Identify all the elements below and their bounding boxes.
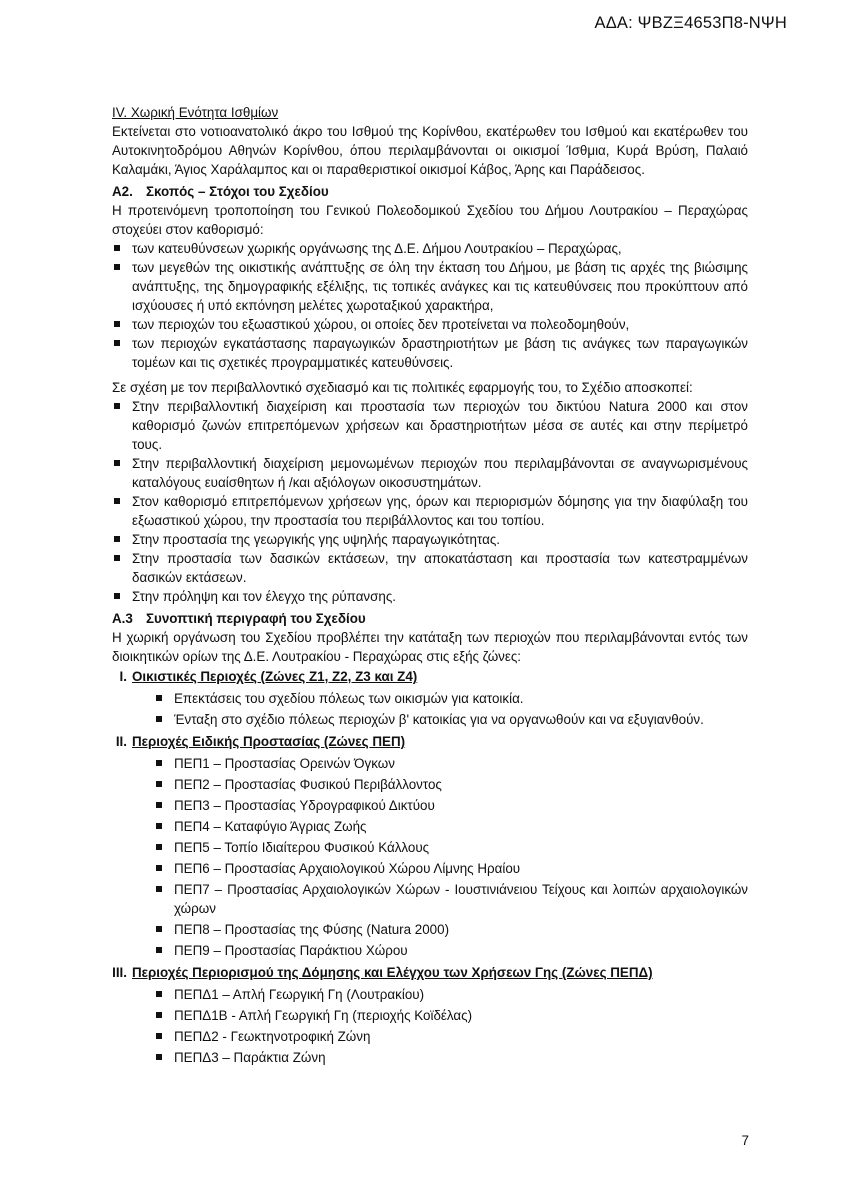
list-item: Ένταξη στο σχέδιο πόλεως περιοχών β' κατοικίας για να οργανωθούν και να εξυγιανθούν. xyxy=(154,710,748,729)
list-item: ΠΕΠ4 – Καταφύγιο Άγριας Ζωής xyxy=(154,817,748,836)
document-body xyxy=(112,103,748,1070)
list-item: Στον καθορισμό επιτρεπόμενων χρήσεων γης, όρων και περιορισμών δόμησης για την διαφύλαξη του εξωαστικού χώρου, την προστασία του περιβάλλοντος και του τοπίου. xyxy=(112,492,748,530)
zone-i-list xyxy=(112,689,748,729)
list-item: Επεκτάσεις του σχεδίου πόλεως των οικισμών για κατοικία. xyxy=(154,689,748,708)
list-item: ΠΕΠΔ2 - Γεωκτηνοτροφική Ζώνη xyxy=(154,1027,748,1046)
zone-number: II. xyxy=(115,734,127,749)
list-item: ΠΕΠΔ3 – Παράκτια Ζώνη xyxy=(154,1048,748,1067)
zone-heading-ii xyxy=(112,732,748,751)
section-a3-intro: Η χωρική οργάνωση του Σχεδίου προβλέπει την κατάταξη των περιοχών που περιλαμβάνονται εντός των διοικητικών ορίων της Δ.Ε. Λουτρακίου - Περαχώρας στις εξής ζώνες: xyxy=(112,630,748,664)
ada-code: ΑΔΑ: ΨΒΖΞ4653Π8-ΝΨΗ xyxy=(594,14,787,32)
zone-number: I. xyxy=(119,669,127,684)
section-iv-text: Εκτείνεται στο νοτιοανατολικό άκρο του Ισθμού της Κορίνθου, εκατέρωθεν του Ισθμού και εκατέρωθεν του Αυτοκινητοδρόμου Αθηνών Κορίνθου, όπου περιλαμβάνονται οι οικισμοί Ίσθμια, Κυρά Βρύση, Παλαιό Καλαμάκι, Άγιος Χαράλαμπος και οι παραθεριστικοί οικισμοί Κάβος, Άρης και Παράδεισος. xyxy=(112,124,748,177)
zone-number: III. xyxy=(112,965,127,980)
list-item: Στην προστασία των δασικών εκτάσεων, την αποκατάσταση και προστασία των κατεστραμμένων δασικών εκτάσεων. xyxy=(112,549,748,587)
section-a3-number: Α.3 xyxy=(112,611,133,626)
list-item: ΠΕΠΔ1 – Απλή Γεωργική Γη (Λουτρακίου) xyxy=(154,985,748,1004)
list-item: ΠΕΠ1 – Προστασίας Ορεινών Όγκων xyxy=(154,754,748,773)
list-item: των κατευθύνσεων χωρικής οργάνωσης της Δ.Ε. Δήμου Λουτρακίου – Περαχώρας, xyxy=(112,239,748,258)
list-item: ΠΕΠ5 – Τοπίο Ιδιαίτερου Φυσικού Κάλλους xyxy=(154,838,748,857)
list-item: Στην περιβαλλοντική διαχείριση μεμονωμένων περιοχών που περιλαμβάνονται σε αναγνωρισμένους καταλόγους ευαίσθητων ή /και αξιόλογων οικοσυστημάτων. xyxy=(112,454,748,492)
a2-env-bullet-list xyxy=(112,397,748,606)
zone-ii-list xyxy=(112,754,748,960)
section-a2-title: Σκοπός – Στόχοι του Σχεδίου xyxy=(146,184,329,199)
list-item: ΠΕΠ2 – Προστασίας Φυσικού Περιβάλλοντος xyxy=(154,775,748,794)
list-item: Στην πρόληψη και τον έλεγχο της ρύπανσης. xyxy=(112,587,748,606)
zone-title: Περιοχές Ειδικής Προστασίας (Ζώνες ΠΕΠ) xyxy=(132,734,406,749)
a2-bullet-list xyxy=(112,239,748,372)
page-number: 7 xyxy=(741,1133,749,1148)
zone-iii-list xyxy=(112,985,748,1067)
section-a3-title: Συνοπτική περιγραφή του Σχεδίου xyxy=(146,611,366,626)
zone-title: Περιοχές Περιορισμού της Δόμησης και Ελέγχου των Χρήσεων Γης (Ζώνες ΠΕΠΔ) xyxy=(132,965,653,980)
list-item: Στην περιβαλλοντική διαχείριση και προστασία των περιοχών του δικτύου Natura 2000 και στον καθορισμό ζωνών επιτρεπόμενων χρήσεων και δραστηριοτήτων μέσα σε αυτές και στην περίμετρό τους. xyxy=(112,397,748,454)
section-a2-env-intro: Σε σχέση με τον περιβαλλοντικό σχεδιασμό και τις πολιτικές εφαρμογής του, το Σχέδιο αποσκοπεί: xyxy=(112,380,693,395)
list-item: ΠΕΠ8 – Προστασίας της Φύσης (Natura 2000) xyxy=(154,920,748,939)
list-item: Στην προστασία της γεωργικής γης υψηλής παραγωγικότητας. xyxy=(112,530,748,549)
list-item: ΠΕΠ7 – Προστασίας Αρχαιολογικών Χώρων - Ιουστινιάνειου Τείχους και λοιπών αρχαιολογικών χώρων xyxy=(154,880,748,918)
list-item: ΠΕΠ9 – Προστασίας Παράκτιου Χώρου xyxy=(154,941,748,960)
section-iv-title: IV. Χωρική Ενότητα Ισθμίων xyxy=(112,105,279,120)
zone-title: Οικιστικές Περιοχές (Ζώνες Ζ1, Ζ2, Ζ3 και Ζ4) xyxy=(132,669,418,684)
list-item: ΠΕΠ3 – Προστασίας Υδρογραφικού Δικτύου xyxy=(154,796,748,815)
zone-heading-i xyxy=(112,667,748,686)
list-item: των περιοχών εγκατάστασης παραγωγικών δραστηριοτήτων με βάση τις ανάγκες των παραγωγικών τομέων και τις σχετικές προγραμματικές κατευθύνσεις. xyxy=(112,334,748,372)
zone-heading-iii xyxy=(112,963,748,982)
list-item: των μεγεθών της οικιστικής ανάπτυξης σε όλη την έκταση του Δήμου, με βάση τις αρχές της βιώσιμης ανάπτυξης, της δημογραφικής εξέλιξης, τις τοπικές ανάγκες και τις κατευθύνσεις που προκύπτουν από ισχύουσες ή υπό εκπόνηση μελέτες χωροταξικού χαρακτήρα, xyxy=(112,258,748,315)
section-a2-heading xyxy=(112,182,748,201)
list-item: των περιοχών του εξωαστικού χώρου, οι οποίες δεν προτείνεται να πολεοδομηθούν, xyxy=(112,315,748,334)
section-a2-intro: Η προτεινόμενη τροποποίηση του Γενικού Πολεοδομικού Σχεδίου του Δήμου Λουτρακίου – Περαχώρας στοχεύει στον καθορισμό: xyxy=(112,203,748,237)
list-item: ΠΕΠΔ1Β - Απλή Γεωργική Γη (περιοχής Κοϊδέλας) xyxy=(154,1006,748,1025)
section-a2-number: Α2. xyxy=(112,184,133,199)
list-item: ΠΕΠ6 – Προστασίας Αρχαιολογικού Χώρου Λίμνης Ηραίου xyxy=(154,859,748,878)
section-a3-heading xyxy=(112,609,748,628)
